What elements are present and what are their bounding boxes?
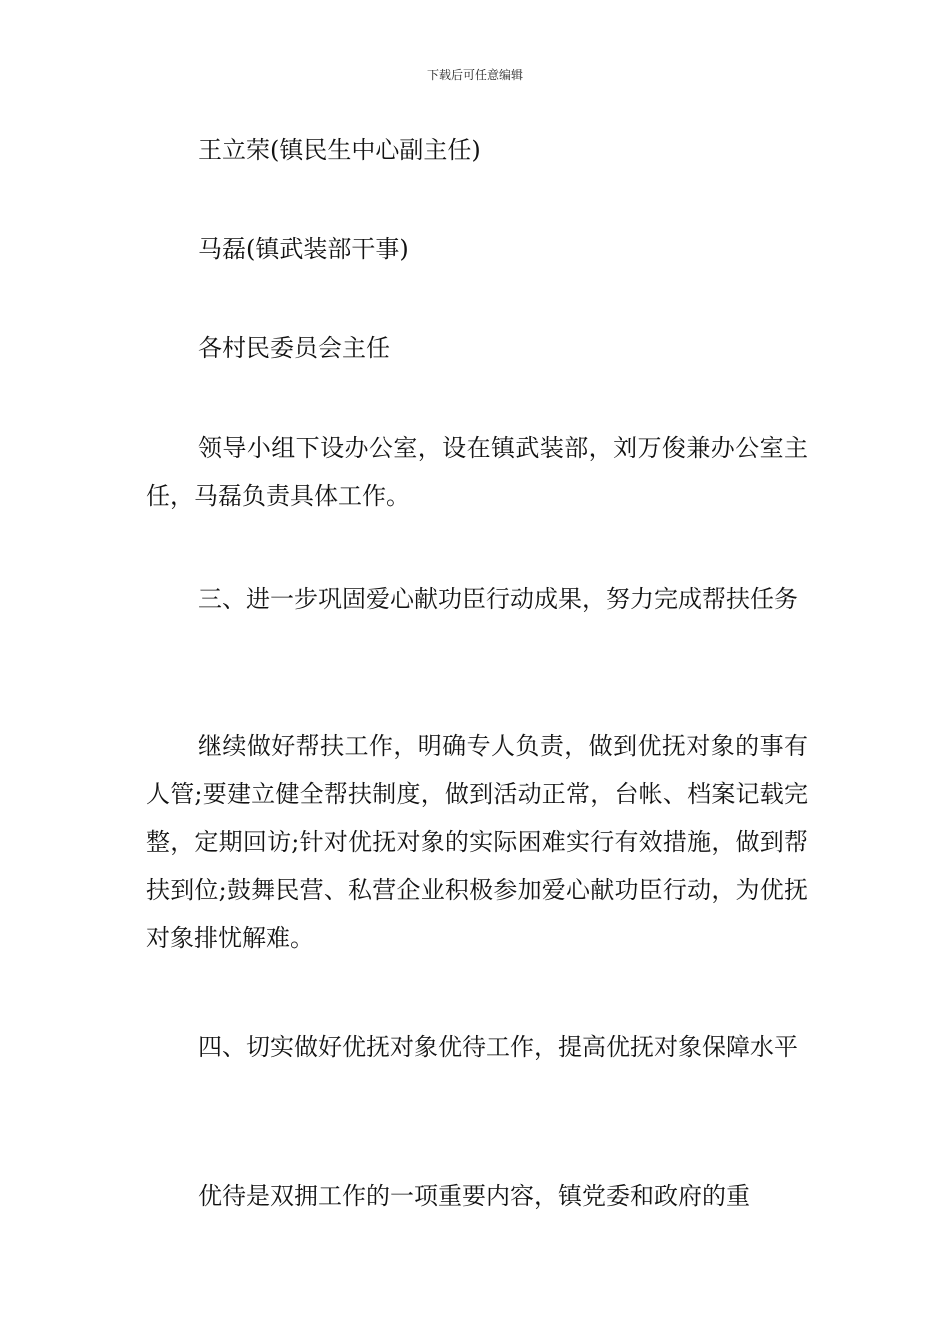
- paragraph-member-ma: 马磊(镇武装部干事): [198, 235, 409, 263]
- section-heading-four: 四、切实做好优抚对象优待工作，提高优抚对象保障水平: [198, 1033, 798, 1061]
- paragraph-village-heads: 各村民委员会主任: [198, 334, 390, 362]
- paragraph-preferential: 优待是双拥工作的一项重要内容，镇党委和政府的重: [198, 1182, 750, 1210]
- page-header: 下载后可任意编辑: [426, 68, 523, 82]
- paragraph-support-work: 继续做好帮扶工作，明确专人负责，做到优抚对象的事有人管;要建立健全帮扶制度，做到活动正常，台帐、档案记载完整，定期回访;针对优抚对象的实际困难实行有效措施，做到帮扶到位;鼓舞民营、私营企业积极参加爱心献功臣行动，为优抚对象排忧解难。: [146, 732, 808, 952]
- section-heading-three: 三、进一步巩固爱心献功臣行动成果，努力完成帮扶任务: [198, 585, 798, 613]
- paragraph-member-wang: 王立荣(镇民生中心副主任): [198, 136, 481, 164]
- paragraph-office: 领导小组下设办公室，设在镇武装部，刘万俊兼办公室主任，马磊负责具体工作。: [146, 434, 808, 510]
